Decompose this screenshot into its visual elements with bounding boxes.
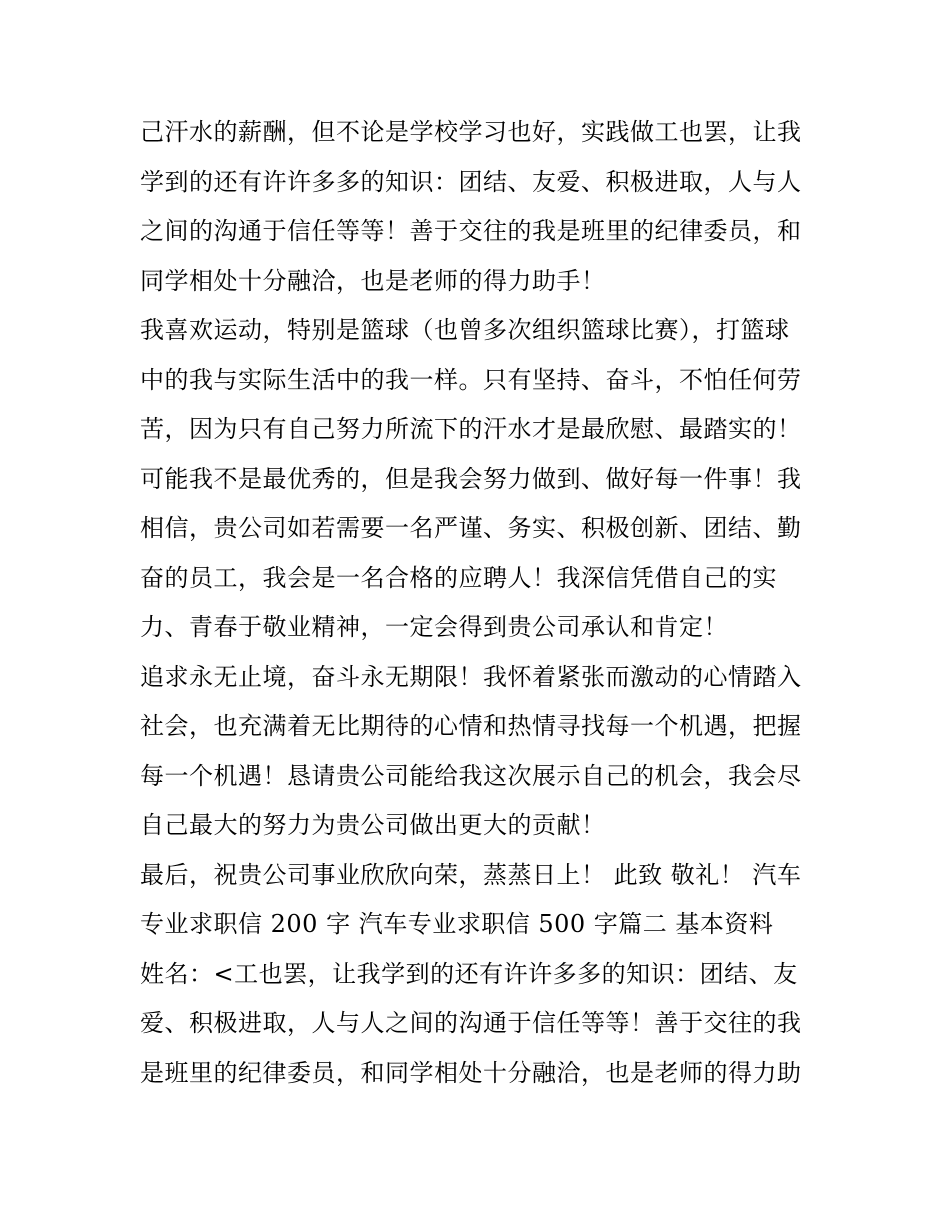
- text-line-13: 社会，也充满着无比期待的心情和热情寻找每一个机遇，把握: [140, 712, 802, 740]
- text-line-19: 爱、积极进取，人与人之间的沟通于信任等等！善于交往的我: [140, 1009, 802, 1037]
- text-line-14: 每一个机遇！恳请贵公司能给我这次展示自己的机会，我会尽: [140, 761, 802, 790]
- body-text: [140, 108, 820, 1098]
- text-line-7: 苦，因为只有自己努力所流下的汗水才是最欣慰、最踏实的！: [140, 415, 802, 443]
- text-line-16: 最后，祝贵公司事业欣欣向荣，蒸蒸日上！ 此致 敬礼！ 汽车: [140, 860, 802, 889]
- text-line-6: 中的我与实际生活中的我一样。只有坚持、奋斗，不怕任何劳: [140, 365, 802, 394]
- text-line-2: 学到的还有许许多多的知识：团结、友爱、积极进取，人与人: [140, 167, 802, 196]
- text-line-1: 己汗水的薪酬，但不论是学校学习也好，实践做工也罢，让我: [140, 118, 802, 146]
- text-line-12: 追求永无止境，奋斗永无期限！我怀着紧张而激动的心情踏入: [140, 662, 802, 691]
- text-line-15: 自己最大的努力为贵公司做出更大的贡献！: [140, 811, 606, 839]
- text-line-9: 相信，贵公司如若需要一名严谨、务实、积极创新、团结、勤: [140, 514, 802, 542]
- text-line-4: 同学相处十分融洽，也是老师的得力助手！: [140, 266, 606, 295]
- text-line-17: 专业求职信 200 字 汽车专业求职信 500 字篇二 基本资料: [140, 910, 774, 938]
- text-line-18: 姓名：<工也罢，让我学到的还有许许多多的知识：团结、友: [140, 959, 798, 988]
- text-line-11: 力、青春于敬业精神，一定会得到贵公司承认和肯定！: [140, 613, 728, 641]
- text-line-8: 可能我不是最优秀的，但是我会努力做到、做好每一件事！我: [140, 464, 802, 493]
- text-line-5: 我喜欢运动，特别是篮球（也曾多次组织篮球比赛），打篮球: [140, 316, 790, 344]
- text-line-10: 奋的员工，我会是一名合格的应聘人！我深信凭借自己的实: [140, 563, 777, 592]
- text-line-3: 之间的沟通于信任等等！善于交往的我是班里的纪律委员，和: [140, 217, 802, 245]
- text-line-20: 是班里的纪律委员，和同学相处十分融洽，也是老师的得力助: [140, 1058, 802, 1087]
